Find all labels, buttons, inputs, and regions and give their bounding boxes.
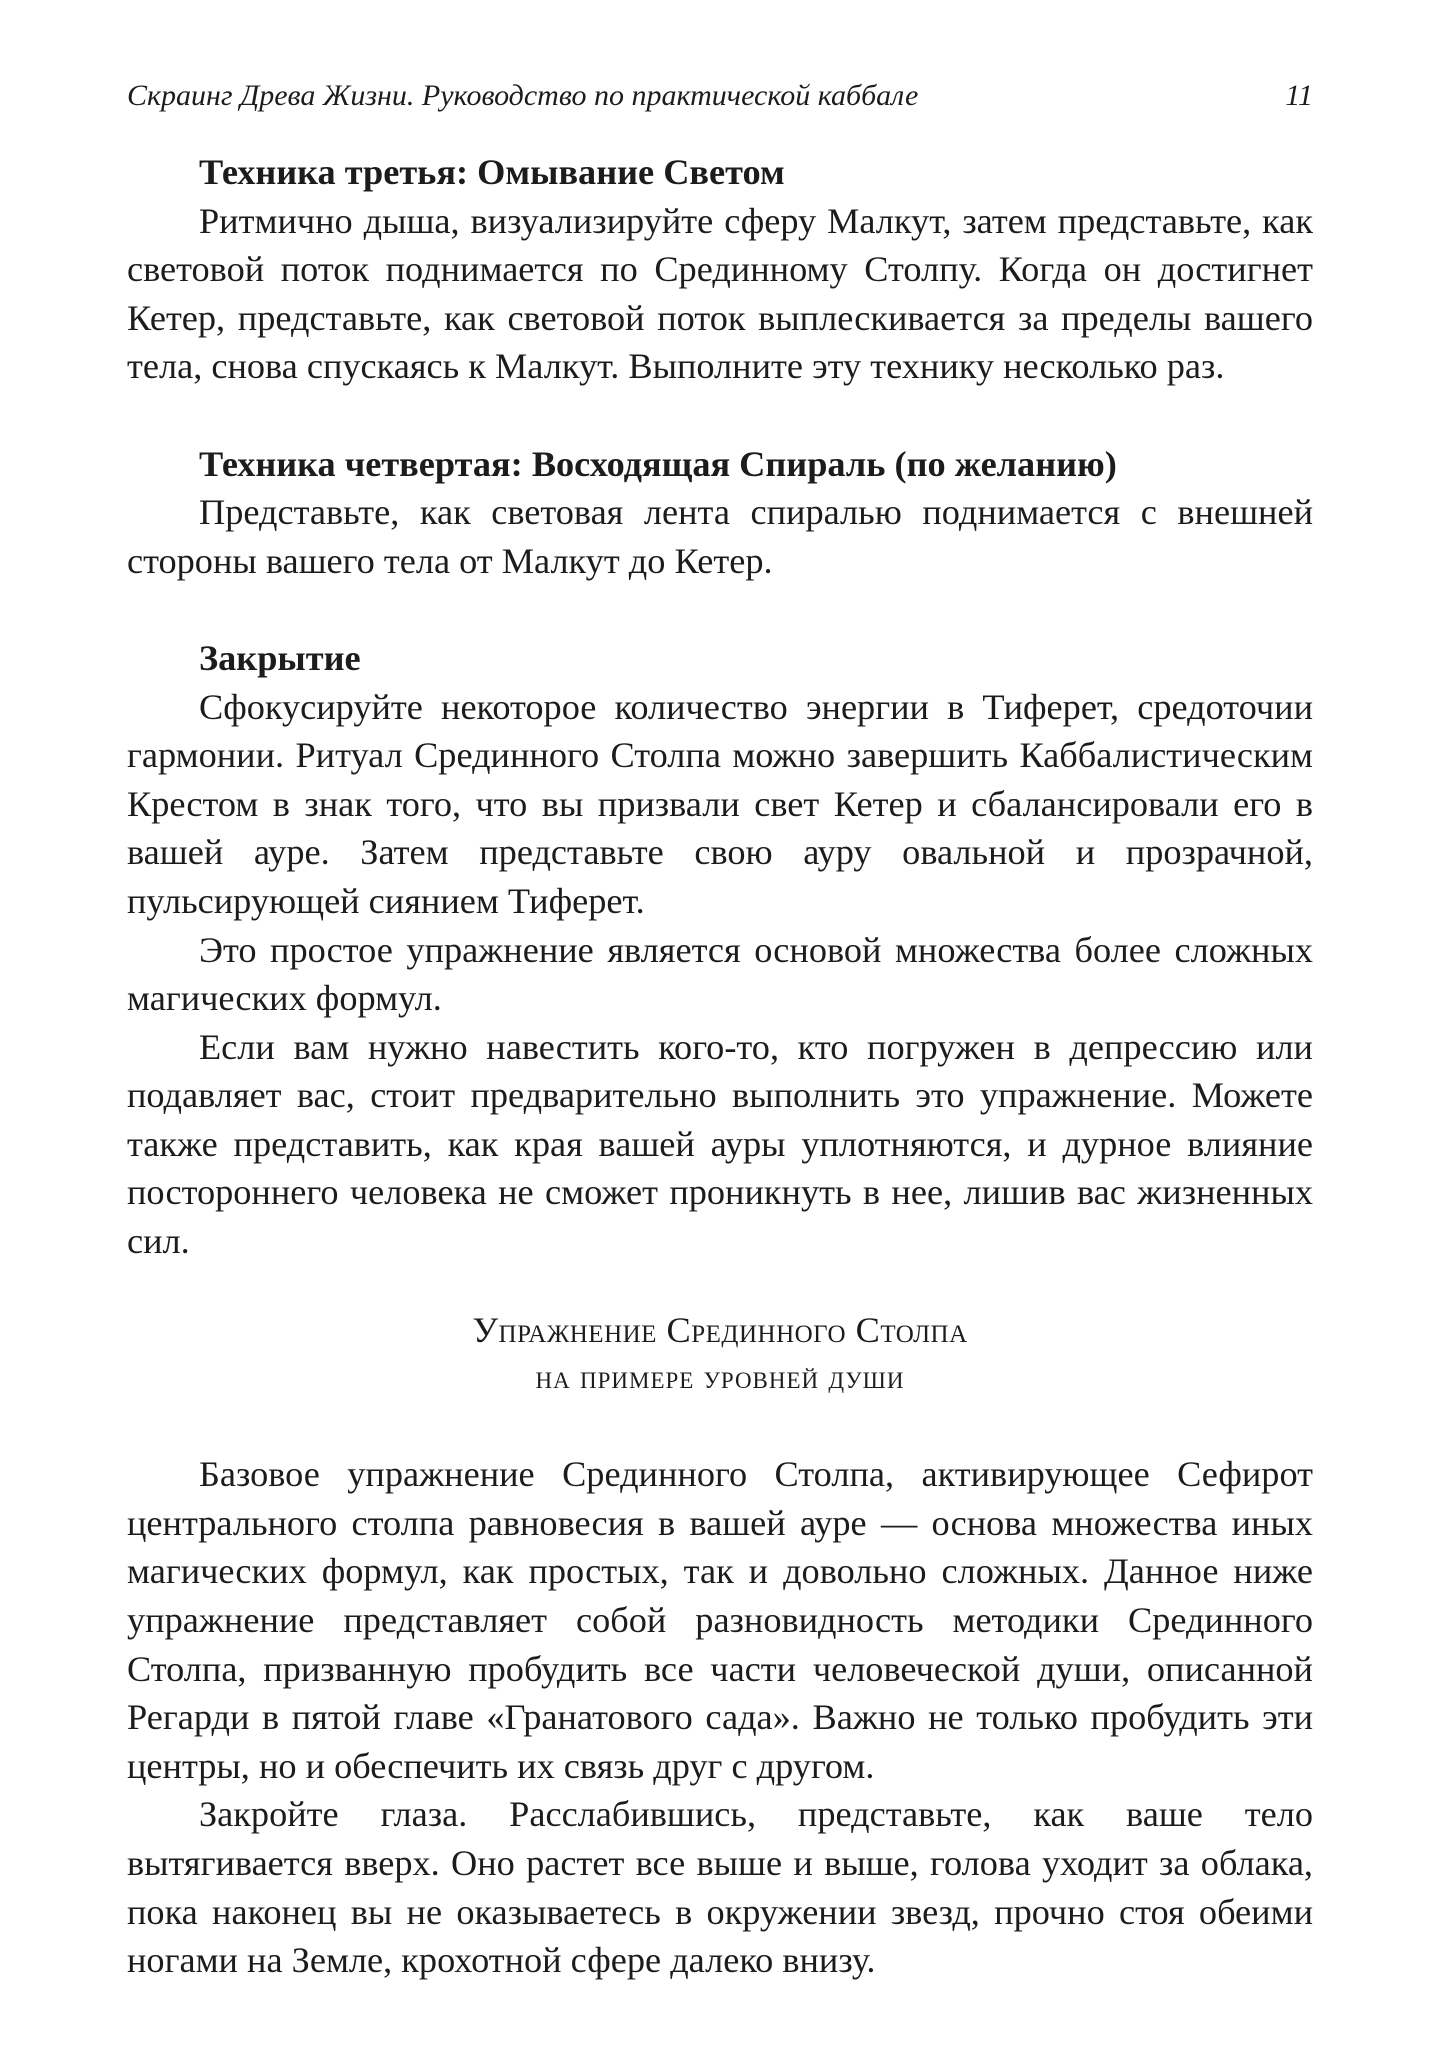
paragraph: Ритмично дыша, визуализируйте сферу Малкут, затем представьте, как световой поток поднимается по Срединному Столпу. Когда он достигнет Кетер, представьте, как световой поток выплескивается за пределы вашего тела, снова спускаясь к Малкут. Выполните эту технику несколько раз. xyxy=(127,200,1313,387)
paragraph: Если вам нужно навестить кого-то, кто погружен в депрессию или подавляет вас, стоит предварительно выполнить это упражнение. Можете также представить, как края вашей ауры уплотняются, и дурное влияние постороннего человека не сможет проникнуть в нее, лишив вас жизненных сил. xyxy=(127,1026,1313,1262)
section-heading-technique-three: Техника третья: Омывание Светом xyxy=(199,152,785,192)
running-header-title: Скраинг Древа Жизни. Руководство по практической каббале xyxy=(127,79,919,112)
body-text xyxy=(127,148,1313,1985)
paragraph: Сфокусируйте некоторое количество энергии в Тиферет, средоточии гармонии. Ритуал Срединного Столпа можно завершить Каббалистическим Крестом в знак того, что вы призвали свет Кетер и сбалансировали его в вашей ауре. Затем представьте свою ауру овальной и прозрачной, пульсирующей сиянием Тиферет. xyxy=(127,686,1313,921)
paragraph: Закройте глаза. Расслабившись, представьте, как ваше тело вытягивается вверх. Оно растет все выше и выше, голова уходит за облака, пока наконец вы не оказываетесь в окружении звезд, прочно стоя обеими ногами на Земле, крохотной сфере далеко внизу. xyxy=(127,1794,1313,1981)
section-heading-closing: Закрытие xyxy=(199,637,361,678)
chapter-subheading xyxy=(127,1306,1313,1402)
paragraph: Базовое упражнение Срединного Столпа, активирующее Сефирот центрального столпа равновесия в вашей ауре — основа множества иных магических формул, как простых, так и довольно сложных. Данное ниже упражнение представляет собой разновидность методики Срединного Столпа, призванную пробудить все части человеческой души, описанной Регарди в пятой главе «Гранатового сада». Важно не только пробудить эти центры, но и обеспечить их связь друг с другом. xyxy=(127,1454,1313,1786)
paragraph: Представьте, как световая лента спиралью поднимается с внешней стороны вашего тела от Малкут до Кетер. xyxy=(127,492,1313,581)
page-number: 11 xyxy=(1285,79,1313,112)
section-heading-technique-four: Техника четвертая: Восходящая Спираль (по желанию) xyxy=(199,443,1117,484)
chapter-subheading-line1: Упражнение Срединного Столпа xyxy=(472,1309,968,1350)
paragraph: Это простое упражнение является основой множества более сложных магических формул. xyxy=(127,929,1313,1019)
chapter-subheading-line2: на примере уровней души xyxy=(535,1359,905,1396)
